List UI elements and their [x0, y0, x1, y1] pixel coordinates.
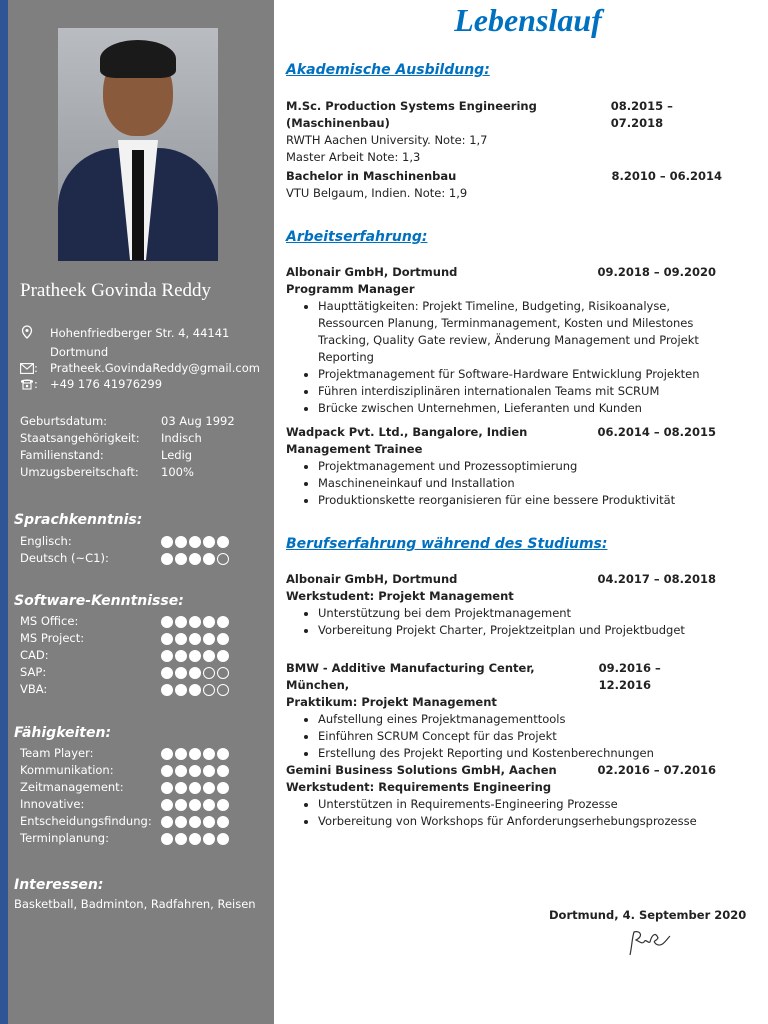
- filled-dot-icon: [203, 765, 215, 777]
- skill-row: [20, 762, 229, 779]
- languages-list: [20, 533, 229, 567]
- filled-dot-icon: [161, 650, 173, 662]
- location-icon: [20, 325, 50, 344]
- accent-bar: [0, 0, 8, 1024]
- skill-level-dots: [161, 748, 229, 760]
- address-line-2: Dortmund: [50, 345, 109, 359]
- mail-icon: [20, 360, 50, 376]
- filled-dot-icon: [175, 650, 187, 662]
- filled-dot-icon: [203, 799, 215, 811]
- filled-dot-icon: [203, 553, 215, 565]
- skill-level-dots: [161, 633, 229, 645]
- info-key: Familienstand:: [20, 448, 104, 462]
- contact-block: [20, 325, 260, 392]
- skill-level-dots: [161, 616, 229, 628]
- filled-dot-icon: [217, 816, 229, 828]
- bullet-item: • Produktionskette reorganisieren für eine bessere Produktivität: [318, 492, 736, 509]
- role: Werkstudent: Requirements Engineering: [286, 780, 552, 794]
- bullet-item: • Unterstützen in Requirements-Engineering Prozesse: [318, 796, 736, 813]
- skill-row: [20, 613, 229, 630]
- filled-dot-icon: [189, 833, 201, 845]
- filled-dot-icon: [161, 816, 173, 828]
- bullet-item: • Vorbereitung Projekt Charter, Projektzeitplan und Projektbudget: [318, 622, 736, 639]
- filled-dot-icon: [175, 536, 187, 548]
- filled-dot-icon: [217, 616, 229, 628]
- address-line-1: Hohenfriedberger Str. 4, 44141: [50, 326, 230, 340]
- filled-dot-icon: [161, 782, 173, 794]
- work-entry: [286, 264, 736, 417]
- filled-dot-icon: [161, 833, 173, 845]
- filled-dot-icon: [217, 650, 229, 662]
- degree: M.Sc. Production Systems Engineering (Maschinenbau): [286, 99, 537, 130]
- info-value: Indisch: [161, 431, 202, 445]
- skill-level-dots: [161, 765, 229, 777]
- filled-dot-icon: [217, 782, 229, 794]
- bullet-list: [286, 796, 736, 830]
- filled-dot-icon: [189, 782, 201, 794]
- empty-dot-icon: [217, 667, 229, 679]
- skill-row: [20, 630, 229, 647]
- education-entry: [286, 98, 736, 166]
- filled-dot-icon: [161, 667, 173, 679]
- filled-dot-icon: [189, 684, 201, 696]
- filled-dot-icon: [175, 833, 187, 845]
- skill-name: Deutsch (~C1):: [20, 551, 109, 565]
- software-heading: Software-Kenntnisse:: [14, 593, 184, 609]
- bullet-item: • Einführen SCRUM Concept für das Projekt: [318, 728, 736, 745]
- info-value: 03 Aug 1992: [161, 414, 235, 428]
- bullet-item: • Führen interdisziplinären internationalen Teams mit SCRUM: [318, 383, 736, 400]
- person-name: Pratheek Govinda Reddy: [20, 280, 212, 301]
- skill-name: CAD:: [20, 648, 49, 662]
- filled-dot-icon: [203, 616, 215, 628]
- filled-dot-icon: [175, 684, 187, 696]
- filled-dot-icon: [189, 650, 201, 662]
- skill-row: [20, 779, 229, 796]
- skill-name: MS Project:: [20, 631, 85, 645]
- dates: 08.2015 – 07.2018: [610, 99, 673, 130]
- role: Werkstudent: Projekt Management: [286, 589, 514, 603]
- skill-name: Terminplanung:: [20, 831, 109, 845]
- filled-dot-icon: [175, 816, 187, 828]
- bullet-list: [286, 711, 736, 762]
- skill-row: [20, 813, 229, 830]
- skill-row: [20, 796, 229, 813]
- languages-heading: Sprachkenntnis:: [14, 512, 143, 528]
- interests-heading: Interessen:: [14, 877, 104, 893]
- work-heading: Arbeitserfahrung:: [286, 229, 428, 245]
- abilities-list: [20, 745, 229, 847]
- filled-dot-icon: [175, 553, 187, 565]
- filled-dot-icon: [189, 553, 201, 565]
- info-value: 100%: [161, 465, 194, 479]
- filled-dot-icon: [161, 536, 173, 548]
- empty-dot-icon: [203, 684, 215, 696]
- skill-level-dots: [161, 782, 229, 794]
- skill-name: Innovative:: [20, 797, 85, 811]
- bullet-list: [286, 605, 736, 639]
- filled-dot-icon: [161, 633, 173, 645]
- bullet-item: • Unterstützung bei dem Projektmanagement: [318, 605, 736, 622]
- skill-level-dots: [161, 536, 229, 548]
- filled-dot-icon: [189, 536, 201, 548]
- filled-dot-icon: [203, 633, 215, 645]
- profile-photo: [58, 28, 218, 261]
- skill-level-dots: [161, 799, 229, 811]
- bullet-item: • Projektmanagement und Prozessoptimierung: [318, 458, 736, 475]
- filled-dot-icon: [203, 833, 215, 845]
- signature: [626, 928, 676, 958]
- skill-row: [20, 647, 229, 664]
- filled-dot-icon: [175, 782, 187, 794]
- company: Albonair GmbH, Dortmund: [286, 572, 458, 586]
- degree: Bachelor in Maschinenbau: [286, 169, 457, 183]
- bullet-item: • Aufstellung eines Projektmanagementtools: [318, 711, 736, 728]
- detail-line: Master Arbeit Note: 1,3: [286, 150, 421, 164]
- filled-dot-icon: [189, 816, 201, 828]
- detail-line: VTU Belgaum, Indien. Note: 1,9: [286, 186, 468, 200]
- filled-dot-icon: [161, 748, 173, 760]
- skill-level-dots: [161, 816, 229, 828]
- email-link[interactable]: Pratheek.GovindaReddy@gmail.com: [50, 361, 260, 375]
- filled-dot-icon: [175, 616, 187, 628]
- bullet-item: • Maschineneinkauf und Installation: [318, 475, 736, 492]
- filled-dot-icon: [189, 799, 201, 811]
- main-content: [286, 0, 756, 1024]
- skill-name: Englisch:: [20, 534, 72, 548]
- company: BMW - Additive Manufacturing Center, München,: [286, 661, 535, 692]
- filled-dot-icon: [161, 616, 173, 628]
- skill-level-dots: [161, 553, 229, 565]
- bullet-item: • Erstellung des Projekt Reporting und Kostenberechnungen: [318, 745, 736, 762]
- filled-dot-icon: [217, 536, 229, 548]
- skill-level-dots: [161, 650, 229, 662]
- student-work-entry: [286, 660, 736, 762]
- filled-dot-icon: [161, 799, 173, 811]
- student-work-entry: [286, 571, 736, 639]
- filled-dot-icon: [217, 748, 229, 760]
- filled-dot-icon: [189, 616, 201, 628]
- filled-dot-icon: [175, 633, 187, 645]
- work-entry: [286, 424, 736, 509]
- skill-row: [20, 550, 229, 567]
- education-entry: [286, 168, 736, 202]
- empty-dot-icon: [217, 684, 229, 696]
- dates: 09.2018 – 09.2020: [597, 265, 716, 279]
- personal-info: [20, 413, 235, 481]
- abilities-heading: Fähigkeiten:: [14, 725, 112, 741]
- dates: 02.2016 – 07.2016: [597, 763, 716, 777]
- info-value: Ledig: [161, 448, 193, 462]
- skill-name: Kommunikation:: [20, 763, 114, 777]
- education-heading: Akademische Ausbildung:: [286, 62, 490, 78]
- phone-prefix: :: [34, 377, 38, 391]
- dates: 8.2010 – 06.2014: [611, 169, 722, 183]
- filled-dot-icon: [217, 799, 229, 811]
- filled-dot-icon: [189, 748, 201, 760]
- skill-row: [20, 664, 229, 681]
- info-key: Staatsangehörigkeit:: [20, 431, 140, 445]
- skill-level-dots: [161, 684, 229, 696]
- company: Gemini Business Solutions GmbH, Aachen: [286, 763, 557, 777]
- sidebar: [8, 0, 274, 1024]
- phone-icon: [20, 376, 50, 392]
- skill-name: VBA:: [20, 682, 48, 696]
- bullet-list: [286, 458, 736, 509]
- place-date: Dortmund, 4. September 2020: [549, 908, 747, 922]
- empty-dot-icon: [217, 553, 229, 565]
- bullet-list: [286, 298, 736, 417]
- filled-dot-icon: [175, 748, 187, 760]
- page-title: Lebenslauf: [454, 2, 602, 38]
- skill-row: [20, 533, 229, 550]
- detail-line: RWTH Aachen University. Note: 1,7: [286, 133, 488, 147]
- info-key: Geburtsdatum:: [20, 414, 108, 428]
- empty-dot-icon: [203, 667, 215, 679]
- filled-dot-icon: [175, 765, 187, 777]
- skill-name: Entscheidungsfindung:: [20, 814, 152, 828]
- company: Wadpack Pvt. Ltd., Bangalore, Indien: [286, 425, 528, 439]
- bullet-item: • Vorbereitung von Workshops für Anforderungserhebungsprozesse: [318, 813, 736, 830]
- skill-level-dots: [161, 667, 229, 679]
- student-work-entry: [286, 762, 736, 830]
- dates: 09.2016 – 12.2016: [598, 661, 661, 692]
- filled-dot-icon: [203, 650, 215, 662]
- role: Programm Manager: [286, 282, 415, 296]
- dates: 04.2017 – 08.2018: [597, 572, 716, 586]
- skill-name: MS Office:: [20, 614, 79, 628]
- info-key: Umzugsbereitschaft:: [20, 465, 139, 479]
- filled-dot-icon: [203, 782, 215, 794]
- student-work-heading: Berufserfahrung während des Studiums:: [286, 536, 608, 552]
- skill-row: [20, 681, 229, 698]
- role: Management Trainee: [286, 442, 423, 456]
- filled-dot-icon: [203, 536, 215, 548]
- interests-text: Basketball, Badminton, Radfahren, Reisen: [14, 897, 256, 911]
- skill-row: [20, 745, 229, 762]
- bullet-item: • Brücke zwischen Unternehmen, Lieferanten und Kunden: [318, 400, 736, 417]
- dates: 06.2014 – 08.2015: [597, 425, 716, 439]
- bullet-item: • Projektmanagement für Software-Hardware Entwicklung Projekten: [318, 366, 736, 383]
- phone-number: +49 176 41976299: [50, 377, 163, 391]
- mail-prefix: :: [34, 361, 38, 375]
- filled-dot-icon: [189, 667, 201, 679]
- skill-name: Zeitmanagement:: [20, 780, 124, 794]
- filled-dot-icon: [175, 667, 187, 679]
- filled-dot-icon: [217, 833, 229, 845]
- company: Albonair GmbH, Dortmund: [286, 265, 458, 279]
- filled-dot-icon: [217, 633, 229, 645]
- filled-dot-icon: [203, 748, 215, 760]
- filled-dot-icon: [189, 765, 201, 777]
- bullet-item: • Haupttätigkeiten: Projekt Timeline, Budgeting, Risikoanalyse, Ressourcen Planung, Terminmanagement, Kosten und Milestones Tracking, Quality Gate review, Änderung Management und Projekt Reporting: [318, 298, 736, 366]
- filled-dot-icon: [161, 684, 173, 696]
- role: Praktikum: Projekt Management: [286, 695, 497, 709]
- skill-level-dots: [161, 833, 229, 845]
- filled-dot-icon: [161, 765, 173, 777]
- filled-dot-icon: [175, 799, 187, 811]
- skill-name: SAP:: [20, 665, 47, 679]
- skill-row: [20, 830, 229, 847]
- filled-dot-icon: [217, 765, 229, 777]
- filled-dot-icon: [203, 816, 215, 828]
- software-list: [20, 613, 229, 698]
- filled-dot-icon: [161, 553, 173, 565]
- filled-dot-icon: [189, 633, 201, 645]
- skill-name: Team Player:: [20, 746, 94, 760]
